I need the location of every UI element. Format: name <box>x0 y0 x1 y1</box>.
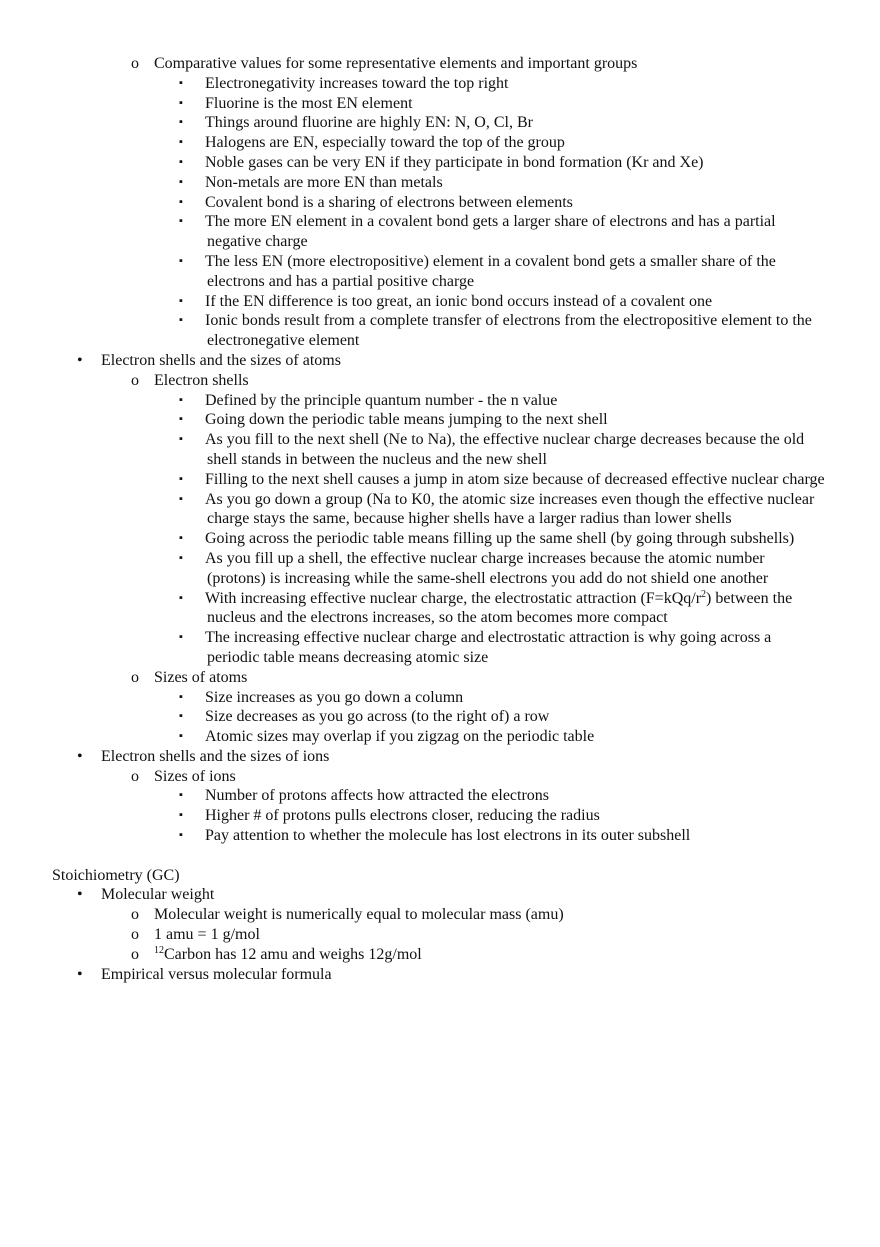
list-item-level-3 <box>0 589 825 629</box>
item-text: Sizes of atoms <box>154 668 248 686</box>
list-item-level-2 <box>0 905 824 925</box>
list-item-level-2 <box>0 668 824 688</box>
list-item-level-3 <box>0 74 825 94</box>
bullet-marker: ▪ <box>179 294 183 307</box>
list-item-level-1 <box>0 965 821 985</box>
bullet-marker: ▪ <box>179 215 183 228</box>
item-text: The less EN (more electropositive) element in a covalent bond gets a smaller share of the electrons and has a partial positive charge <box>205 252 776 290</box>
item-text: Electronegativity increases toward the top right <box>205 74 509 92</box>
bullet-marker: ▪ <box>179 532 183 545</box>
bullet-marker: ▪ <box>179 433 183 446</box>
item-text-continued: Carbon has 12 amu and weighs 12g/mol <box>164 945 422 963</box>
item-text: As you go down a group (Na to K0, the atomic size increases even though the effective nuclear charge stays the same, because higher shells have a larger radius than lower shells <box>205 490 815 528</box>
list-item-level-3 <box>0 94 825 114</box>
item-text: Empirical versus molecular formula <box>101 965 332 983</box>
bullet-marker: ▪ <box>179 472 183 485</box>
list-item-level-3 <box>0 529 825 549</box>
list-item-level-3 <box>0 707 825 727</box>
list-item-level-3 <box>0 252 825 292</box>
list-item-level-3 <box>0 193 825 213</box>
superscript: 2 <box>701 588 707 600</box>
list-item-level-3 <box>0 212 825 252</box>
item-text: Electron shells and the sizes of ions <box>101 747 330 765</box>
list-item-level-3 <box>0 133 825 153</box>
list-item-level-3 <box>0 470 825 490</box>
list-item-level-2 <box>0 767 824 787</box>
bullet-marker: ▪ <box>179 393 183 406</box>
bullet-marker: ▪ <box>179 690 183 703</box>
item-text: Molecular weight is numerically equal to molecular mass (amu) <box>154 906 564 924</box>
item-text: Sizes of ions <box>154 767 236 785</box>
list-item-level-3 <box>0 549 825 589</box>
bullet-marker: • <box>77 965 83 983</box>
bullet-marker: ▪ <box>179 314 183 327</box>
bullet-marker: ▪ <box>179 116 183 129</box>
bullet-marker: ▪ <box>179 829 183 842</box>
item-text: Number of protons affects how attracted the electrons <box>205 787 550 805</box>
list-item-level-3 <box>0 153 825 173</box>
list-item-level-3 <box>0 826 825 846</box>
bullet-marker: ▪ <box>179 789 183 802</box>
bullet-marker: o <box>131 371 139 389</box>
item-text: Electron shells <box>154 371 249 389</box>
item-text: Defined by the principle quantum number - the n value <box>205 391 558 409</box>
list-item-level-3 <box>0 113 825 133</box>
bullet-marker: o <box>131 926 139 944</box>
bullet-marker: ▪ <box>179 413 183 426</box>
item-text: Going down the periodic table means jumping to the next shell <box>205 411 608 429</box>
document-page <box>0 54 880 984</box>
bullet-marker: ▪ <box>179 730 183 743</box>
item-text: The more EN element in a covalent bond gets a larger share of electrons and has a partial negative charge <box>205 213 776 251</box>
item-text: Size decreases as you go across (to the right of) a row <box>205 708 550 726</box>
list-item-level-3 <box>0 311 825 351</box>
section-heading <box>0 866 880 886</box>
item-text: 1 amu = 1 g/mol <box>154 926 260 944</box>
item-text: Molecular weight <box>101 886 215 904</box>
bullet-marker: o <box>131 668 139 686</box>
blank-line <box>0 846 880 866</box>
item-text: Pay attention to whether the molecule has lost electrons in its outer subshell <box>205 827 691 845</box>
bullet-marker: ▪ <box>179 96 183 109</box>
bullet-marker: ▪ <box>179 136 183 149</box>
item-text: Non-metals are more EN than metals <box>205 173 443 191</box>
list-item-level-3 <box>0 727 825 747</box>
bullet-marker: o <box>131 945 139 963</box>
bullet-marker: ▪ <box>179 631 183 644</box>
item-text: As you fill up a shell, the effective nuclear charge increases because the atomic number (protons) is increasing while the same-shell electrons you add do not shield one another <box>205 549 769 587</box>
bullet-marker: ▪ <box>179 551 183 564</box>
list-item-level-2 <box>0 371 824 391</box>
bullet-marker: • <box>77 351 83 369</box>
bullet-marker: ▪ <box>179 175 183 188</box>
bullet-marker: o <box>131 906 139 924</box>
list-item-level-1 <box>0 885 821 905</box>
item-text: Halogens are EN, especially toward the top of the group <box>205 134 565 152</box>
list-item-level-2 <box>0 54 824 74</box>
item-text: Noble gases can be very EN if they participate in bond formation (Kr and Xe) <box>205 153 704 171</box>
item-text: Ionic bonds result from a complete transfer of electrons from the electropositive element to the electronegative element <box>205 312 812 350</box>
list-item-level-1 <box>0 351 821 371</box>
item-text: Filling to the next shell causes a jump in atom size because of decreased effective nuclear charge <box>205 470 825 488</box>
list-item-level-1 <box>0 747 821 767</box>
list-item-level-3 <box>0 410 825 430</box>
item-text: Atomic sizes may overlap if you zigzag on the periodic table <box>205 728 595 746</box>
bullet-marker: ▪ <box>179 195 183 208</box>
item-text: Size increases as you go down a column <box>205 688 464 706</box>
item-text: Things around fluorine are highly EN: N, O, Cl, Br <box>205 114 533 132</box>
list-item-level-3 <box>0 786 825 806</box>
item-text: Covalent bond is a sharing of electrons between elements <box>205 193 573 211</box>
item-text: Electron shells and the sizes of atoms <box>101 351 341 369</box>
item-text: The increasing effective nuclear charge and electrostatic attraction is why going across a periodic table means decreasing atomic size <box>205 629 772 666</box>
list-item-level-3 <box>0 688 825 708</box>
list-item-level-3 <box>0 490 825 530</box>
bullet-marker: ▪ <box>179 710 183 723</box>
item-text: If the EN difference is too great, an ionic bond occurs instead of a covalent one <box>205 292 713 310</box>
item-text: Comparative values for some representative elements and important groups <box>154 55 638 72</box>
list-item-level-3 <box>0 628 825 668</box>
list-item-level-3 <box>0 430 825 470</box>
list-item-level-2 <box>0 945 824 965</box>
bullet-marker: • <box>77 886 83 904</box>
item-text: Higher # of protons pulls electrons closer, reducing the radius <box>205 807 600 825</box>
bullet-marker: o <box>131 767 139 785</box>
bullet-marker: o <box>131 55 139 72</box>
bullet-marker: ▪ <box>179 76 183 89</box>
bullet-marker: • <box>77 747 83 765</box>
list-item-level-3 <box>0 173 825 193</box>
bullet-marker: ▪ <box>179 155 183 168</box>
item-text: Stoichiometry (GC) <box>52 866 180 884</box>
list-item-level-3 <box>0 806 825 826</box>
bullet-marker: ▪ <box>179 492 183 505</box>
item-text: With increasing effective nuclear charge, the electrostatic attraction (F=kQq/r <box>205 589 702 607</box>
item-text-continued: ) between the nucleus and the electrons increases, so the atom becomes more compact <box>207 589 793 627</box>
list-item-level-3 <box>0 292 825 312</box>
bullet-marker: ▪ <box>179 809 183 822</box>
superscript: 12 <box>154 944 164 956</box>
item-text: As you fill to the next shell (Ne to Na), the effective nuclear charge decreases because the old shell stands in between the nucleus and the new shell <box>205 431 805 468</box>
item-text: Going across the periodic table means filling up the same shell (by going through subshells) <box>205 530 795 548</box>
item-text: Fluorine is the most EN element <box>205 94 413 112</box>
bullet-marker: ▪ <box>179 254 183 267</box>
list-item-level-3 <box>0 391 825 411</box>
bullet-marker: ▪ <box>179 591 183 604</box>
list-item-level-2 <box>0 925 824 945</box>
